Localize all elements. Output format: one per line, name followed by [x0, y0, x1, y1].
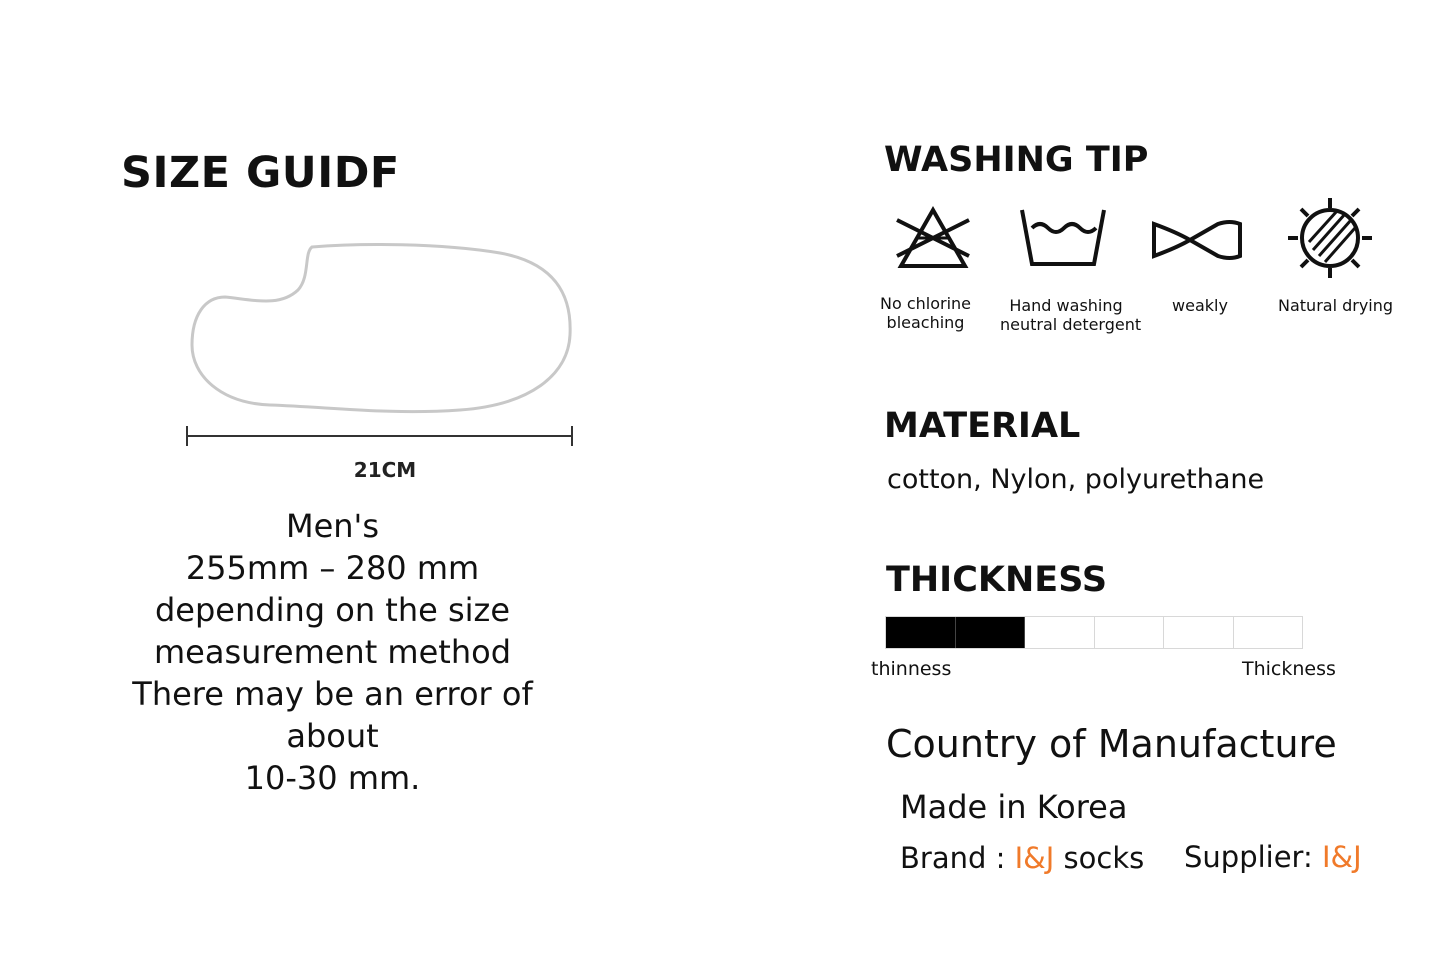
wash-label-line: bleaching — [886, 313, 965, 332]
wring-weakly-label — [1165, 296, 1235, 315]
thickness-segment-empty — [1164, 617, 1234, 648]
size-guide-title: SIZE GUIDF — [121, 148, 400, 198]
no-chlorine-label — [878, 294, 973, 332]
thinness-label: thinness — [871, 658, 952, 680]
sock-outline-icon — [180, 235, 580, 455]
wash-label-line: Natural drying — [1278, 296, 1394, 315]
material-title: MATERIAL — [884, 406, 1081, 446]
brand-name: I&J — [1014, 841, 1055, 875]
thickness-scale — [885, 616, 1303, 649]
thickness-segment-empty — [1095, 617, 1165, 648]
washing-tip-title: WASHING TIP — [884, 140, 1149, 180]
natural-drying-icon — [1283, 198, 1377, 283]
size-desc-line: 255mm – 280 mm — [185, 549, 480, 587]
brand-suffix: socks — [1054, 841, 1145, 875]
brand-prefix: Brand : — [900, 841, 1015, 875]
supplier-name: I&J — [1321, 840, 1362, 874]
wash-label-line: No chlorine — [879, 294, 972, 313]
wash-label-line: weakly — [1172, 296, 1228, 315]
wring-weakly-icon — [1150, 198, 1244, 273]
brand-line — [900, 841, 1144, 875]
hand-wash-icon — [1018, 198, 1108, 273]
thickness-max-label: Thickness — [1242, 658, 1336, 680]
natural-drying-label — [1278, 296, 1394, 315]
hand-wash-label — [1000, 296, 1142, 334]
wash-label-line: neutral detergent — [1000, 315, 1142, 334]
thickness-segment-empty — [1025, 617, 1095, 648]
thickness-segment-filled — [956, 617, 1026, 648]
country-of-manufacture-title: Country of Manufacture — [886, 722, 1337, 766]
measure-label: 21CM — [353, 458, 417, 482]
size-desc-line: Men's — [285, 507, 380, 545]
wash-label-line: Hand washing — [1009, 296, 1123, 315]
thickness-segment-filled — [886, 617, 956, 648]
size-desc-line: depending on the size — [154, 591, 510, 629]
supplier-line — [1184, 840, 1362, 874]
size-desc-line: measurement method — [154, 633, 511, 671]
size-desc-line: 10-30 mm. — [244, 759, 421, 797]
material-text: cotton, Nylon, polyurethane — [887, 464, 1265, 495]
size-desc-line: about — [286, 717, 379, 755]
size-description — [110, 505, 555, 799]
thickness-title: THICKNESS — [886, 560, 1108, 600]
thickness-segment-empty — [1234, 617, 1303, 648]
size-desc-line: There may be an error of — [132, 675, 533, 713]
supplier-prefix: Supplier: — [1184, 840, 1322, 874]
made-in-text: Made in Korea — [900, 788, 1128, 826]
no-chlorine-bleach-icon — [893, 198, 973, 273]
